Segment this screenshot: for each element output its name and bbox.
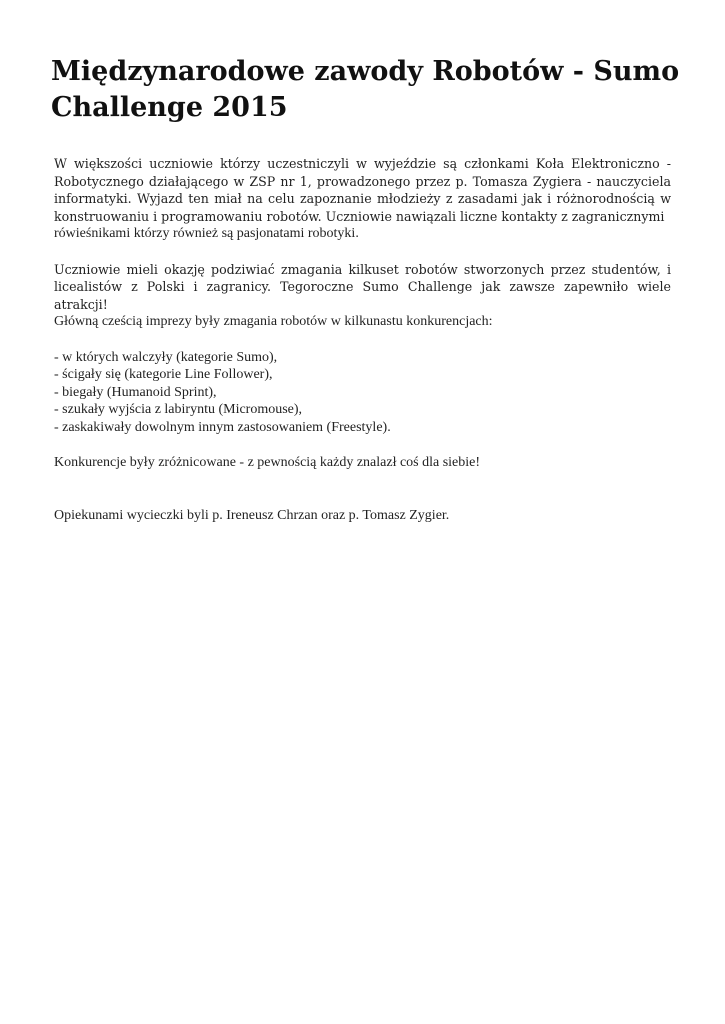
paragraph-spacer — [54, 472, 671, 507]
paragraph-competition: Uczniowie mieli okazję podziwiać zmagania kilkuset robotów stworzonych przez studentów, i licealistów z Polski i zagranicy. Tegoroczne Sumo Challenge jak zawsze zapewniło wiele atrakcji! — [54, 261, 671, 312]
paragraph-intro: W większości uczniowie którzy uczestniczyli w wyjeździe są członkami Koła Elektroniczno - Robotycznego działającego w ZSP nr 1, prowadzonego przez p. Tomasza Zygiera - nauczyciela informatyki. Wyjazd ten miał na celu zapoznanie młodzieży z zasadami jak i różnorodnością w konstruowaniu i programowaniu robotów. Uczniowie nawiązali liczne kontakty z zagranicznymi — [54, 156, 671, 224]
paragraph-spacer — [54, 437, 671, 455]
paragraph-summary: Konkurencje były zróżnicowane - z pewnością każdy znalazł coś dla siebie! — [54, 455, 481, 471]
list-item: - ścigały się (kategorie Line Follower), — [54, 367, 273, 383]
paragraph-spacer — [54, 331, 671, 349]
article-title: Międzynarodowe zawody Robotów - Sumo Challenge 2015 — [51, 56, 680, 123]
article-body — [54, 155, 671, 524]
paragraph-spacer — [54, 243, 671, 261]
list-item: - w których walczyły (kategorie Sumo), — [54, 349, 278, 365]
paragraph-intro-last-line: rówieśnikami którzy również są pasjonatami robotyki. — [54, 226, 359, 242]
categories-list — [54, 349, 671, 437]
list-item: - biegały (Humanoid Sprint), — [54, 384, 217, 400]
paragraph-supervisors: Opiekunami wycieczki byli p. Ireneusz Chrzan oraz p. Tomasz Zygier. — [54, 507, 450, 523]
list-item: - zaskakiwały dowolnym innym zastosowaniem (Freestyle). — [54, 419, 391, 435]
list-item: - szukały wyjścia z labiryntu (Micromouse), — [54, 402, 303, 418]
paragraph-competition-last-line: Główną cześcią imprezy były zmagania robotów w kilkunastu konkurencjach: — [54, 314, 493, 330]
